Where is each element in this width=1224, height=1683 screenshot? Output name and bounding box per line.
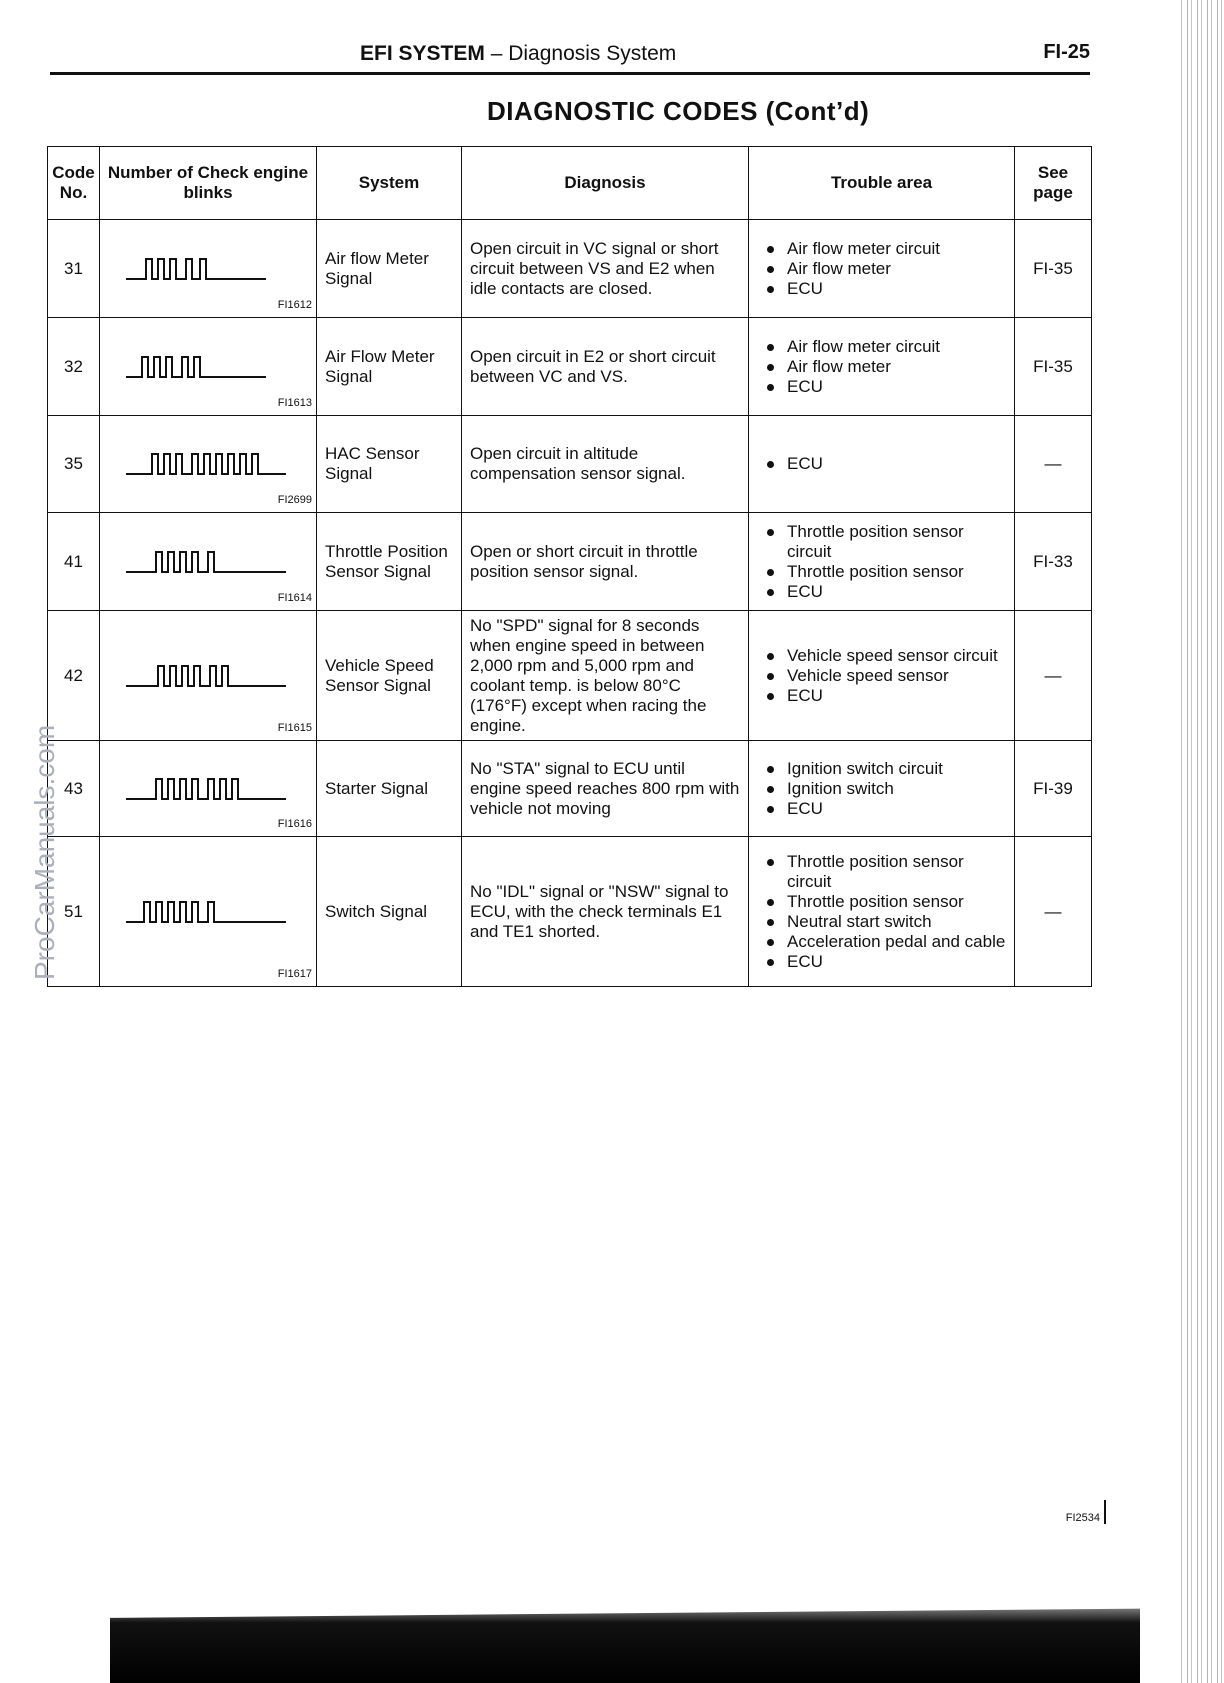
trouble-item: ECU bbox=[757, 686, 1006, 706]
trouble-area-cell bbox=[749, 513, 1015, 611]
page-number: FI-25 bbox=[1043, 41, 1090, 63]
see-page-cell: FI-39 bbox=[1015, 741, 1092, 837]
column-header-blinks: Number of Check engine blinks bbox=[100, 147, 317, 220]
code-number: 31 bbox=[48, 220, 100, 318]
see-page-cell: — bbox=[1015, 837, 1092, 987]
system-cell: Throttle Position Sensor Signal bbox=[317, 513, 462, 611]
scan-edge-bottom bbox=[110, 1590, 1140, 1683]
diagnosis-cell: No "SPD" signal for 8 seconds when engine speed in between 2,000 rpm and 5,000 rpm and coolant temp. is below 80°C (176°F) except when racing the engine. bbox=[462, 611, 749, 741]
table-row bbox=[48, 513, 1092, 611]
watermark-text: ProCarManuals.com bbox=[29, 724, 60, 980]
code-number: 32 bbox=[48, 318, 100, 416]
header-section: Diagnosis System bbox=[508, 42, 677, 65]
diagnosis-cell: Open circuit in VC signal or short circuit between VS and E2 when idle contacts are closed. bbox=[462, 220, 749, 318]
diagnosis-cell: Open circuit in E2 or short circuit between VC and VS. bbox=[462, 318, 749, 416]
code-number: 35 bbox=[48, 416, 100, 513]
header-system: EFI SYSTEM bbox=[360, 42, 485, 65]
header-dash: – bbox=[484, 42, 509, 65]
blink-pattern-cell bbox=[100, 837, 317, 987]
see-page-cell: — bbox=[1015, 416, 1092, 513]
trouble-item: ECU bbox=[757, 799, 1006, 819]
table-row bbox=[48, 220, 1092, 318]
table-header-row bbox=[48, 147, 1092, 220]
trouble-area-cell bbox=[749, 220, 1015, 318]
table-row bbox=[48, 741, 1092, 837]
blink-pattern-cell bbox=[100, 416, 317, 513]
table-row bbox=[48, 611, 1092, 741]
page-title: DIAGNOSTIC CODES (Cont’d) bbox=[487, 96, 870, 126]
figure-id: FI1615 bbox=[277, 722, 312, 734]
trouble-item: Ignition switch circuit bbox=[757, 759, 1006, 779]
system-cell: HAC Sensor Signal bbox=[317, 416, 462, 513]
blink-pattern-cell bbox=[100, 513, 317, 611]
code-number: 41 bbox=[48, 513, 100, 611]
trouble-list bbox=[757, 522, 1006, 602]
figure-id: FI1616 bbox=[277, 818, 312, 830]
system-cell: Air flow Meter Signal bbox=[317, 220, 462, 318]
code-number: 43 bbox=[48, 741, 100, 837]
trouble-item: Air flow meter bbox=[757, 259, 1006, 279]
diagnosis-cell: No "STA" signal to ECU until engine speed reaches 800 rpm with vehicle not moving bbox=[462, 741, 749, 837]
page-header bbox=[50, 40, 1090, 75]
trouble-item: Throttle position sensor circuit bbox=[757, 852, 1006, 892]
trouble-item: Vehicle speed sensor bbox=[757, 666, 1006, 686]
diagnosis-cell: No "IDL" signal or "NSW" signal to ECU, with the check terminals E1 and TE1 shorted. bbox=[462, 837, 749, 987]
trouble-item: Air flow meter circuit bbox=[757, 239, 1006, 259]
blink-pattern-cell bbox=[100, 741, 317, 837]
trouble-list bbox=[757, 337, 1006, 397]
trouble-item: ECU bbox=[757, 454, 1006, 474]
system-cell: Starter Signal bbox=[317, 741, 462, 837]
trouble-item: Vehicle speed sensor circuit bbox=[757, 646, 1006, 666]
blink-pattern-waveform bbox=[126, 450, 286, 478]
diagnosis-cell: Open or short circuit in throttle position sensor signal. bbox=[462, 513, 749, 611]
trouble-item: Throttle position sensor bbox=[757, 892, 1006, 912]
figure-id: FI1613 bbox=[277, 397, 312, 409]
table-row bbox=[48, 416, 1092, 513]
figure-id: FI1614 bbox=[277, 592, 312, 604]
trouble-area-cell bbox=[749, 611, 1015, 741]
blink-pattern-cell bbox=[100, 220, 317, 318]
column-header-see-page: See page bbox=[1015, 147, 1092, 220]
trouble-item: Air flow meter bbox=[757, 357, 1006, 377]
blink-pattern-waveform bbox=[126, 548, 286, 576]
trouble-list bbox=[757, 646, 1006, 706]
trouble-item: ECU bbox=[757, 279, 1006, 299]
trouble-list bbox=[757, 454, 1006, 474]
code-number: 51 bbox=[48, 837, 100, 987]
system-cell: Switch Signal bbox=[317, 837, 462, 987]
column-header-trouble-area: Trouble area bbox=[749, 147, 1015, 220]
system-cell: Air Flow Meter Signal bbox=[317, 318, 462, 416]
blink-pattern-waveform bbox=[126, 898, 286, 926]
trouble-area-cell bbox=[749, 318, 1015, 416]
code-number: 42 bbox=[48, 611, 100, 741]
trouble-item: Ignition switch bbox=[757, 779, 1006, 799]
table-row bbox=[48, 837, 1092, 987]
column-header-diagnosis: Diagnosis bbox=[462, 147, 749, 220]
blink-pattern-waveform bbox=[126, 662, 286, 690]
see-page-cell: FI-35 bbox=[1015, 220, 1092, 318]
column-header-system: System bbox=[317, 147, 462, 220]
trouble-area-cell bbox=[749, 416, 1015, 513]
trouble-item: Throttle position sensor bbox=[757, 562, 1006, 582]
blink-pattern-waveform bbox=[126, 255, 266, 283]
trouble-item: ECU bbox=[757, 377, 1006, 397]
trouble-item: Air flow meter circuit bbox=[757, 337, 1006, 357]
trouble-item: Acceleration pedal and cable bbox=[757, 932, 1006, 952]
blink-pattern-waveform bbox=[126, 775, 286, 803]
see-page-cell: FI-33 bbox=[1015, 513, 1092, 611]
system-cell: Vehicle Speed Sensor Signal bbox=[317, 611, 462, 741]
trouble-list bbox=[757, 852, 1006, 972]
diagnosis-cell: Open circuit in altitude compensation sensor signal. bbox=[462, 416, 749, 513]
scan-edge-right bbox=[1178, 0, 1224, 1683]
trouble-item: Throttle position sensor circuit bbox=[757, 522, 1006, 562]
footer-figure-id: FI2534 bbox=[1066, 1500, 1106, 1524]
blink-pattern-cell bbox=[100, 318, 317, 416]
trouble-list bbox=[757, 239, 1006, 299]
blink-pattern-waveform bbox=[126, 353, 266, 381]
diagnostic-codes-table bbox=[47, 146, 1092, 987]
column-header-code: Code No. bbox=[48, 147, 100, 220]
trouble-list bbox=[757, 759, 1006, 819]
trouble-area-cell bbox=[749, 741, 1015, 837]
trouble-item: ECU bbox=[757, 582, 1006, 602]
figure-id: FI1617 bbox=[277, 968, 312, 980]
figure-id: FI2699 bbox=[277, 494, 312, 506]
trouble-item: Neutral start switch bbox=[757, 912, 1006, 932]
see-page-cell: — bbox=[1015, 611, 1092, 741]
header-title bbox=[360, 42, 676, 66]
figure-id: FI1612 bbox=[277, 299, 312, 311]
trouble-area-cell bbox=[749, 837, 1015, 987]
see-page-cell: FI-35 bbox=[1015, 318, 1092, 416]
trouble-item: ECU bbox=[757, 952, 1006, 972]
blink-pattern-cell bbox=[100, 611, 317, 741]
table-row bbox=[48, 318, 1092, 416]
